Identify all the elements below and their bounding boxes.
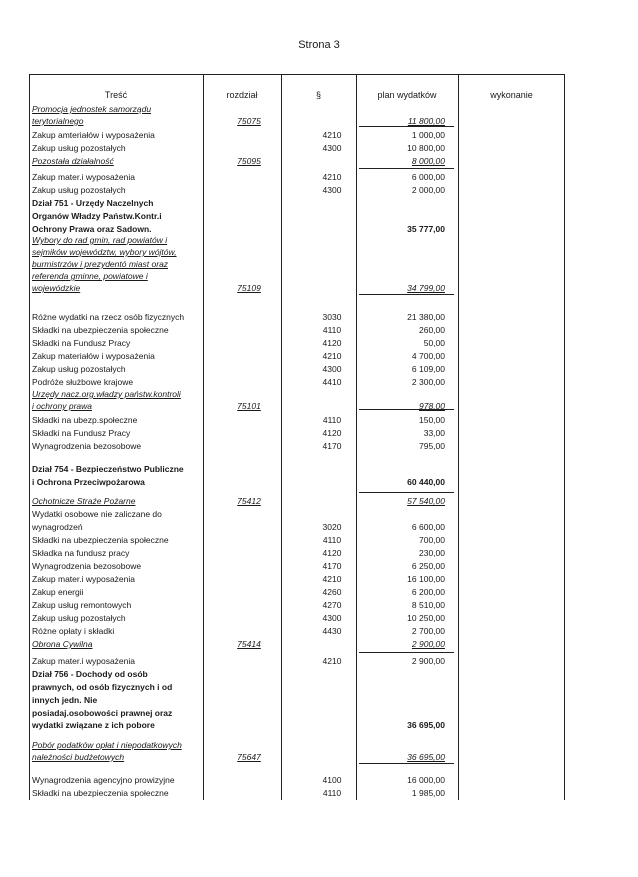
row-label: i Ochrona Przeciwpożarowa (32, 477, 145, 487)
table-row (29, 719, 565, 732)
row-paragraph: 4110 (322, 415, 342, 425)
header-rozdzial: rozdział (226, 90, 258, 100)
table-row (29, 115, 565, 128)
table-row (29, 521, 565, 534)
table-row (29, 155, 565, 168)
row-section: 75109 (237, 283, 261, 293)
row-paragraph: 4110 (322, 788, 342, 798)
header-paragraf: § (315, 90, 321, 100)
row-label: Zakup usług pozostałych (32, 613, 126, 623)
row-label: Wynagrodzenia bezosobowe (32, 561, 142, 571)
row-paragraph: 4170 (322, 561, 342, 571)
row-amount: 60 440,00 (407, 477, 445, 487)
row-paragraph: 4300 (322, 364, 342, 374)
row-label: Składka na fundusz pracy (32, 548, 130, 558)
row-label: Promocja jednostek samorządu (32, 104, 152, 114)
row-section: 75101 (237, 401, 261, 411)
row-label: Składki na ubezpieczenia społeczne (32, 325, 169, 335)
amount-separator-line (359, 126, 454, 127)
row-label: należności budżetowych (32, 752, 125, 762)
row-label: Składki na Fundusz Pracy (32, 338, 131, 348)
table-row (29, 184, 565, 197)
table-row (29, 440, 565, 453)
row-amount: 2 000,00 (411, 185, 445, 195)
row-label: Zakup mater.i wyposażenia (32, 172, 135, 182)
amount-separator-line (359, 168, 454, 169)
row-amount: 10 800,00 (407, 143, 445, 153)
row-paragraph: 4210 (322, 656, 342, 666)
row-label: prawnych, od osób fizycznych i od (32, 682, 173, 692)
row-paragraph: 4120 (322, 428, 342, 438)
row-label: terytorialnego (32, 116, 84, 126)
row-amount: 16 100,00 (407, 574, 445, 584)
table-row (29, 573, 565, 586)
row-amount: 150,00 (419, 415, 445, 425)
row-amount: 10 250,00 (407, 613, 445, 623)
table-row (29, 751, 565, 764)
row-amount: 36 695,00 (407, 752, 445, 762)
row-label: wynagrodzeń (32, 522, 83, 532)
row-paragraph: 4270 (322, 600, 342, 610)
row-label: Zakup usług pozostałych (32, 185, 126, 195)
table-row (29, 463, 565, 476)
row-amount: 6 109,00 (411, 364, 445, 374)
row-amount: 50,00 (423, 338, 445, 348)
row-amount: 36 695,00 (407, 720, 445, 730)
table-row (29, 197, 565, 210)
row-amount: 34 799,00 (407, 283, 445, 293)
row-paragraph: 4210 (322, 351, 342, 361)
row-label: Dział 756 - Dochody od osób (32, 669, 148, 679)
row-amount: 2 300,00 (411, 377, 445, 387)
row-section: 75075 (237, 116, 261, 126)
amount-separator-line (359, 652, 454, 653)
table-row (29, 129, 565, 142)
row-paragraph: 4260 (322, 587, 342, 597)
row-paragraph: 4110 (322, 535, 342, 545)
table-row (29, 171, 565, 184)
table-row (29, 414, 565, 427)
row-label: Zakup mater.i wyposażenia (32, 656, 135, 666)
table-row (29, 655, 565, 668)
row-amount: 35 777,00 (407, 224, 445, 234)
header-plan: plan wydatków (377, 90, 437, 100)
row-label: Urzędy nacz.org.władzy państw.kontroli (32, 389, 181, 399)
header-tresc: Treść (104, 90, 128, 100)
table-row (29, 337, 565, 350)
row-label: Zakup energii (32, 587, 84, 597)
row-amount: 2 900,00 (411, 639, 445, 649)
row-label: Składki na ubezp.społeczne (32, 415, 138, 425)
row-label: Dział 754 - Bezpieczeństwo Publiczne (32, 464, 184, 474)
table-row (29, 400, 565, 413)
row-paragraph: 4210 (322, 172, 342, 182)
row-paragraph: 4120 (322, 548, 342, 558)
row-label: Pobór podatków opłat i niepodatkowych (32, 740, 182, 750)
row-label: sejmików województw, wybory wójtów, (32, 247, 177, 257)
table-row (29, 694, 565, 707)
row-label: Zakup materiałów i wyposażenia (32, 351, 155, 361)
row-amount: 4 700,00 (411, 351, 445, 361)
row-label: Zakup amteriałów i wyposażenia (32, 130, 155, 140)
row-label: referenda gminne, powiatowe i (32, 271, 148, 281)
row-amount: 978,00 (419, 401, 445, 411)
row-label: Wybory do rad gmin, rad powiatów i (32, 235, 168, 245)
row-amount: 8 510,00 (411, 600, 445, 610)
table-row (29, 774, 565, 787)
row-label: Ochotnicze Straże Pożarne (32, 496, 136, 506)
table-row (29, 363, 565, 376)
row-amount: 795,00 (419, 441, 445, 451)
row-amount: 1 985,00 (411, 788, 445, 798)
table-row (29, 599, 565, 612)
amount-separator-line (359, 294, 454, 295)
row-label: i ochrony prawa (32, 401, 93, 411)
row-paragraph: 4170 (322, 441, 342, 451)
row-paragraph: 4210 (322, 574, 342, 584)
row-amount: 8 000,00 (411, 156, 445, 166)
header-wykonanie: wykonanie (490, 90, 533, 100)
row-paragraph: 4210 (322, 130, 342, 140)
row-paragraph: 4300 (322, 185, 342, 195)
row-amount: 57 540,00 (407, 496, 445, 506)
row-label: Podróże służbowe krajowe (32, 377, 134, 387)
row-label: Dział 751 - Urzędy Naczelnych (32, 198, 154, 208)
row-amount: 11 800,00 (407, 116, 445, 126)
row-label: Ochrony Prawa oraz Sadown. (32, 224, 152, 234)
row-label: Zakup mater.i wyposażenia (32, 574, 135, 584)
row-section: 75095 (237, 156, 261, 166)
row-amount: 6 250,00 (411, 561, 445, 571)
amount-separator-line (359, 763, 454, 764)
table-row (29, 534, 565, 547)
row-label: posiadaj.osobowości prawnej oraz (32, 708, 173, 718)
amount-separator-line (359, 492, 454, 493)
row-amount: 6 600,00 (411, 522, 445, 532)
row-paragraph: 4300 (322, 613, 342, 623)
row-section: 75647 (237, 752, 261, 762)
row-paragraph: 4120 (322, 338, 342, 348)
row-label: wydatki związane z ich pobore (32, 720, 155, 730)
row-label: wojewódzkie (32, 283, 81, 293)
row-label: Obrona Cywilna (32, 639, 93, 649)
row-amount: 2 900,00 (411, 656, 445, 666)
table-row (29, 508, 565, 521)
row-label: Pozostała działalność (32, 156, 114, 166)
row-amount: 2 700,00 (411, 626, 445, 636)
table-row (29, 625, 565, 638)
row-paragraph: 4100 (322, 775, 342, 785)
row-label: Różne opłaty i składki (32, 626, 115, 636)
table-row (29, 282, 565, 295)
table-row (29, 427, 565, 440)
row-paragraph: 4410 (322, 377, 342, 387)
row-amount: 6 200,00 (411, 587, 445, 597)
row-amount: 33,00 (423, 428, 445, 438)
row-label: Zakup usług pozostałych (32, 364, 126, 374)
row-amount: 230,00 (419, 548, 445, 558)
row-label: Składki na Fundusz Pracy (32, 428, 131, 438)
row-amount: 16 000,00 (407, 775, 445, 785)
amount-separator-line (359, 409, 454, 410)
table-row (29, 547, 565, 560)
table-row (29, 350, 565, 363)
table-row (29, 612, 565, 625)
table-row (29, 638, 565, 651)
row-label: Różne wydatki na rzecz osób fizycznych (32, 312, 185, 322)
table-row (29, 324, 565, 337)
row-section: 75414 (237, 639, 261, 649)
row-paragraph: 3020 (322, 522, 342, 532)
budget-table (29, 74, 565, 800)
table-top-border (29, 74, 565, 75)
row-label: burmistrzów i prezydentó miast oraz (32, 259, 169, 269)
table-row (29, 495, 565, 508)
row-label: Zakup usług pozostałych (32, 143, 126, 153)
row-label: Organów Władzy Państw.Kontr.i (32, 211, 162, 221)
row-amount: 6 000,00 (411, 172, 445, 182)
row-section: 75412 (237, 496, 261, 506)
row-amount: 21 380,00 (407, 312, 445, 322)
row-paragraph: 3030 (322, 312, 342, 322)
table-row (29, 560, 565, 573)
row-paragraph: 4300 (322, 143, 342, 153)
row-label: Składki na ubezpieczenia społeczne (32, 788, 169, 798)
row-label: innych jedn. Nie (32, 695, 98, 705)
table-row (29, 311, 565, 324)
table-row (29, 668, 565, 681)
page-number: Strona 3 (298, 39, 340, 51)
row-label: Zakup usług remontowych (32, 600, 132, 610)
row-label: Wynagrodzenia agencyjno prowizyjne (32, 775, 175, 785)
table-row (29, 681, 565, 694)
row-amount: 260,00 (419, 325, 445, 335)
table-row (29, 210, 565, 223)
row-label: Wydatki osobowe nie zaliczane do (32, 509, 162, 519)
row-label: Wynagrodzenia bezosobowe (32, 441, 142, 451)
table-row (29, 787, 565, 800)
table-row (29, 586, 565, 599)
table-row (29, 476, 565, 489)
row-paragraph: 4430 (322, 626, 342, 636)
row-amount: 700,00 (419, 535, 445, 545)
row-amount: 1 000,00 (411, 130, 445, 140)
row-label: Składki na ubezpieczenia społeczne (32, 535, 169, 545)
table-row (29, 142, 565, 155)
row-paragraph: 4110 (322, 325, 342, 335)
